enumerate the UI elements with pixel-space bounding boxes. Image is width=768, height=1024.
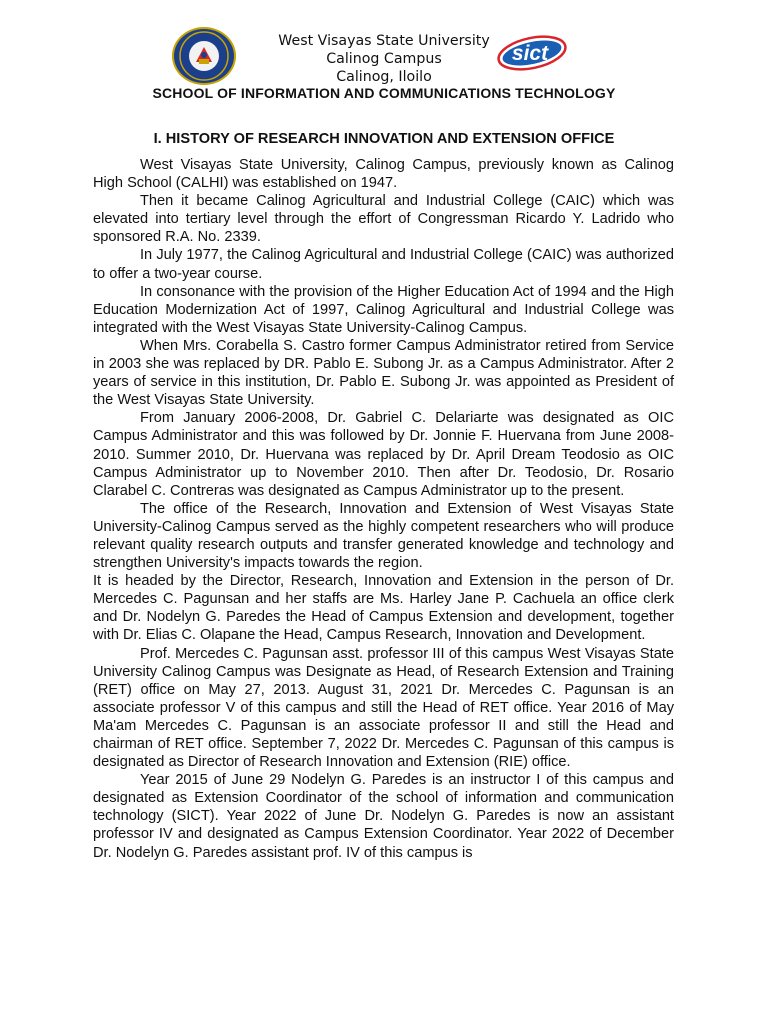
- paragraph: Year 2015 of June 29 Nodelyn G. Paredes is an instructor I of this campus and designated as Extension Coordinator of the school of information and communication technology (SICT). Year 2022 of June Dr. Nodelyn G. Paredes is now an assistant professor IV and designated as Campus Extension Coordinator. Year 2022 of December Dr. Nodelyn G. Paredes assistant prof. IV of this campus is: [93, 772, 674, 861]
- paragraph: West Visayas State University, Calinog Campus, previously known as Calinog High School (CALHI) was established on 1947.: [93, 157, 674, 192]
- paragraph: When Mrs. Corabella S. Castro former Campus Administrator retired from Service in 2003 she was replaced by DR. Pablo E. Subong Jr. as a Campus Administrator. After 2 years of service in this institution, Dr. Pablo E. Subong Jr. was appointed as President of the West Visayas State University.: [93, 337, 674, 409]
- sict-logo-icon: [494, 32, 570, 74]
- paragraph: The office of the Research, Innovation and Extension of West Visayas State University-Calinog Campus served as the highly competent researchers who will produce relevant quality research outputs and transfer generated knowledge and technology and strengthen University's impacts towards the region.: [93, 500, 674, 572]
- university-name: West Visayas State University: [278, 33, 490, 49]
- paragraph: Then it became Calinog Agricultural and Industrial College (CAIC) which was elevated into tertiary level through the effort of Congressman Ricardo Y. Ladrido who sponsored R.A. No. 2339.: [93, 193, 674, 246]
- campus-name: Calinog Campus: [326, 51, 442, 67]
- paragraph: In consonance with the provision of the Higher Education Act of 1994 and the High Education Modernization Act of 1997, Calinog Agricultural and Industrial College was integrated with the West Visayas State University-Calinog Campus.: [93, 283, 674, 336]
- paragraph: Prof. Mercedes C. Pagunsan asst. professor III of this campus West Visayas State University Calinog Campus was Designate as Head, of Research Extension and Training (RET) office on May 27, 2013. August 31, 2021 Dr. Mercedes C. Pagunsan is an associate professor V of this campus and still the Head of RET office. Year 2016 of May Ma'am Mercedes C. Pagunsan is an associate professor II and still the Head and chairman of RET office. September 7, 2022 Dr. Mercedes C. Pagunsan of this campus is designated as Director of Research Innovation and Extension (RIE) office.: [93, 645, 674, 771]
- paragraph: From January 2006-2008, Dr. Gabriel C. Delariarte was designated as OIC Campus Administrator and this was followed by Dr. Jonnie F. Huervana from June 2008- 2010. Summer 2010, Dr. Huervana was replaced by Dr. April Dream Teodosio as OIC Campus Administrator up to November 2010. Then after Dr. Teodosio, Dr. Rosario Clarabel C. Contreras was designated as Campus Administrator up to the present.: [93, 410, 674, 499]
- university-seal-icon: [172, 27, 236, 85]
- history-body: [93, 156, 674, 862]
- document-header: [0, 0, 768, 110]
- school-name: SCHOOL OF INFORMATION AND COMMUNICATIONS TECHNOLOGY: [152, 85, 616, 101]
- section-title: I. HISTORY OF RESEARCH INNOVATION AND EXTENSION OFFICE: [153, 131, 615, 147]
- paragraph: In July 1977, the Calinog Agricultural and Industrial College (CAIC) was authorized to offer a two-year course.: [93, 247, 674, 282]
- institution-block: [250, 32, 518, 86]
- paragraph: It is headed by the Director, Research, Innovation and Extension in the person of Dr. Mercedes C. Pagunsan and her staffs are Ms. Harley Jane P. Cachuela an office clerk and Dr. Nodelyn G. Paredes the Head of Campus Extension and development, together with Dr. Elias C. Olapane the Head, Campus Research, Innovation and Development.: [93, 573, 674, 644]
- sict-logo-text: sict: [511, 42, 549, 65]
- campus-location: Calinog, Iloilo: [336, 69, 432, 85]
